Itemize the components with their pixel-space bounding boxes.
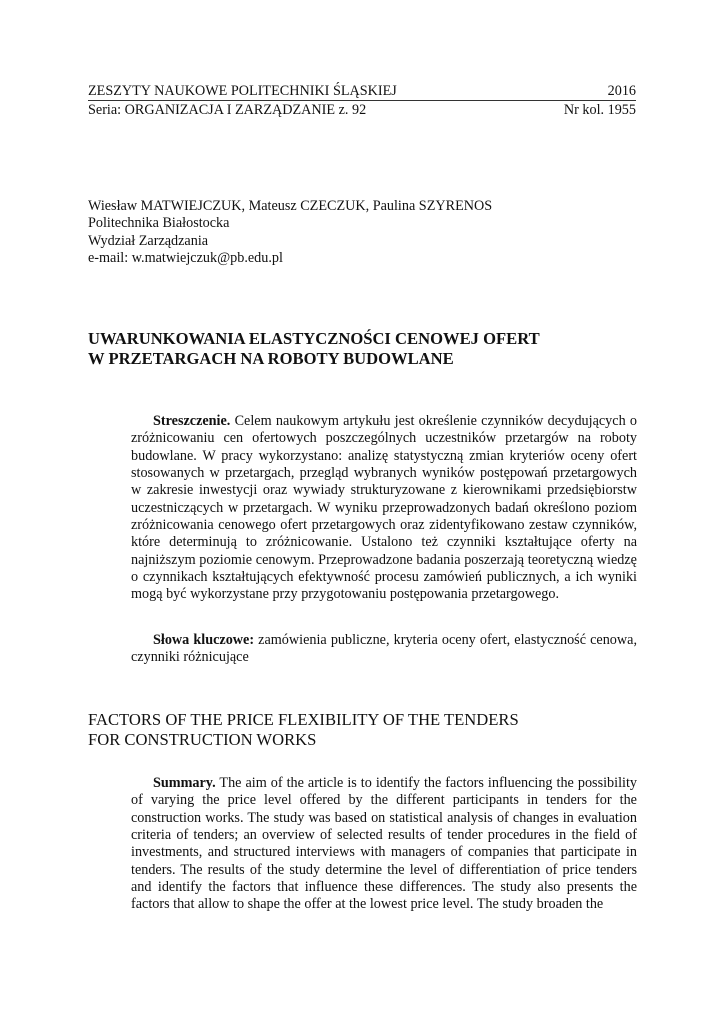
streszczenie-label: Streszczenie. [153,413,231,429]
title-english-line-1: FACTORS OF THE PRICE FLEXIBILITY OF THE TENDERS [88,710,519,729]
journal-name: ZESZYTY NAUKOWE POLITECHNIKI ŚLĄSKIEJ [88,83,397,99]
summary-label: Summary. [153,775,216,791]
summary-text: The aim of the article is to identify the factors influencing the possibility of varying the price level offered by the different participants in tenders for the construction works. The study was based on statistical analysis of changes in evaluation criteria of tenders; an overview of selected results of tender procedures in the field of investments, and structured interviews with managers of companies that participate in tenders. The results of the study determine the level of differentiation of price tenders and identify the factors that influence these differences. The study also presents the factors that allow to shape the offer at the lowest price level. The study broaden the [131,775,637,913]
series-name: Seria: ORGANIZACJA I ZARZĄDZANIE z. 92 [88,102,367,118]
streszczenie-paragraph [131,413,637,604]
department: Wydział Zarządzania [88,232,209,249]
keywords-polish-text: zamówienia publiczne, kryteria oceny ofert, elastyczność cenowa, czynniki różnicujące [131,632,637,666]
author-email: e-mail: w.matwiejczuk@pb.edu.pl [88,250,283,267]
affiliation: Politechnika Białostocka [88,215,230,232]
keywords-polish-paragraph [131,632,637,667]
issue-number: Nr kol. 1955 [563,102,636,118]
running-header-top [88,83,636,101]
title-english [88,710,519,750]
title-english-line-2: FOR CONSTRUCTION WORKS [88,730,317,749]
keywords-polish-label: Słowa kluczowe: [153,632,255,648]
title-polish-line-1: UWARUNKOWANIA ELASTYCZNOŚCI CENOWEJ OFERT [88,329,540,348]
author-block [88,198,492,268]
summary-paragraph [131,775,637,914]
streszczenie-text: Celem naukowym artykułu jest określenie czynników decydujących o zróżnicowaniu cen ofertowych poszczególnych uczestników przetargów na roboty budowlane. W pracy wykorzystano: analizę statystyczną zmian kryteriów oceny ofert stosowanych w przetargach, przegląd wybranych wyników postępowań przetargowych w zakresie inwestycji oraz wywiady strukturyzowane z kierownikami przedsiębiorstw uczestniczących w przetargach. W wyniku przeprowadzonych badań określono poziom zróżnicowania cenowego ofert przetargowych oraz zidentyfikowano zestaw czynników, które determinują to zróżnicowanie. Ustalono też czynniki kształtujące oferty na najniższym poziomie cenowym. Przeprowadzone badania poszerzają teoretyczną wiedzę o czynnikach kształtujących efektywność procesu zamówień publicznych, a ich wyniki mogą być wykorzystane przy przygotowaniu postępowania przetargowego. [131,413,637,603]
publication-year: 2016 [607,83,636,99]
title-polish [88,329,540,369]
title-polish-line-2: W PRZETARGACH NA ROBOTY BUDOWLANE [88,349,454,368]
running-header-bottom [88,102,636,118]
author-names: Wiesław MATWIEJCZUK, Mateusz CZECZUK, Paulina SZYRENOS [88,198,493,214]
